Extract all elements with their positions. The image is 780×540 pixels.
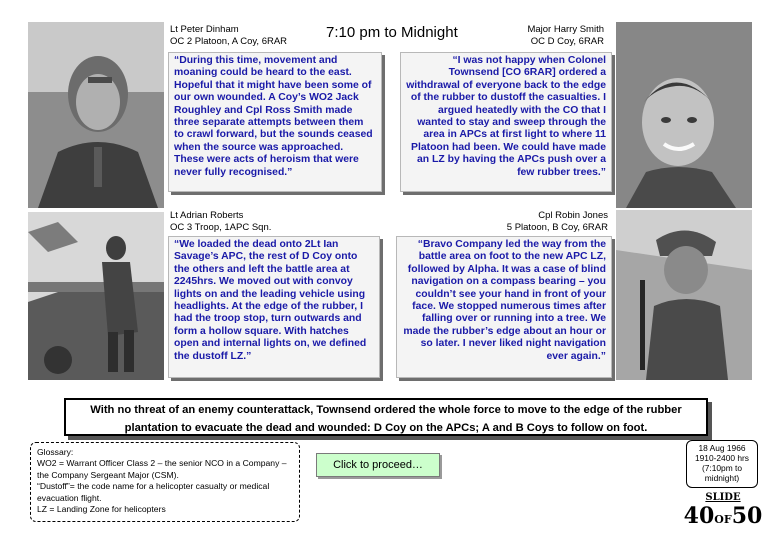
slide-label: SLIDE (705, 492, 741, 503)
attribution-role: OC D Coy, 6RAR (530, 36, 604, 47)
slide-current: 40 (683, 503, 715, 529)
photo-roberts (28, 212, 164, 380)
attribution-role: OC 2 Platoon, A Coy, 6RAR (170, 36, 288, 47)
attribution-role: OC 3 Troop, 1APC Sqn. (170, 222, 272, 233)
attribution-name: Lt Peter Dinham (170, 24, 239, 35)
portrait-image (616, 210, 752, 380)
time-line: 1910-2400 hrs (694, 453, 749, 463)
attribution-name: Cpl Robin Jones (538, 210, 608, 221)
photo-smith (616, 22, 752, 208)
portrait-image (28, 22, 164, 208)
quote-dinham: “During this time, movement and moaning could be heard to the east. Hopeful that it might have been some of our own wounded. A Coy’s WO2 Jack Roughley and Cpl Ross Smith made three separate attempts between them to crawl forward, but the sounds ceased when the source was approached. These were acts of heroism that were never fully recognised.” (168, 52, 382, 192)
attribution-name: Major Harry Smith (527, 24, 604, 35)
quote-roberts: “We loaded the dead onto 2Lt Ian Savage’s APC, the rest of D Coy onto the others and left the battle area at 2245hrs. We moved out with convoy lights on and the leading vehicle using headlights. At the edge of the rubber, I had the troop stop, turn outwards and form a hollow square. With hatches open and internal lights on, we defined the dustoff LZ.” (168, 236, 380, 378)
time-note: midnight) (704, 473, 740, 483)
quote-smith: “I was not happy when Colonel Townsend [CO 6RAR] ordered a withdrawal of everyone back to the edge of the rubber to dustoff the casualties. I argued heatedly with the CO that I wanted to stay and sweep through the area in APCs at first light to where 11 Platoon had been. We could have made an LZ by having the APCs push over a few rubber trees.” (400, 52, 612, 192)
slide-of: OF (714, 513, 732, 526)
page-title: 7:10 pm to Midnight (326, 24, 458, 41)
attribution-role: 5 Platoon, B Coy, 6RAR (506, 222, 608, 233)
glossary-box (30, 442, 300, 522)
glossary-item: LZ = Landing Zone for helicopters (37, 504, 166, 515)
portrait-image (28, 212, 164, 380)
attribution-dinham (170, 24, 330, 48)
proceed-button[interactable]: Click to proceed… (316, 453, 440, 477)
portrait-image (616, 22, 752, 208)
date-box (686, 440, 758, 488)
attribution-jones (464, 210, 608, 234)
photo-dinham (28, 22, 164, 208)
slide-counter (682, 492, 764, 533)
glossary-item: WO2 = Warrant Officer Class 2 – the senior NCO in a Company – the Company Sergeant Major (CSM). (37, 458, 287, 480)
attribution-smith (490, 24, 604, 48)
time-note: (7:10pm to (701, 463, 743, 473)
photo-jones (616, 210, 752, 380)
glossary-heading: Glossary: (37, 447, 74, 457)
attribution-name: Lt Adrian Roberts (170, 210, 244, 221)
date-line: 18 Aug 1966 (698, 443, 746, 453)
slide-total: 50 (731, 503, 763, 529)
summary-banner: With no threat of an enemy counterattack, Townsend ordered the whole force to move to the edge of the rubber plantation to evacuate the dead and wounded: D Coy on the APCs; A and B Coys to follow on foot. (64, 398, 708, 436)
attribution-roberts (170, 210, 330, 234)
quote-jones: “Bravo Company led the way from the battle area on foot to the new APC LZ, followed by Alpha. It was a case of blind navigation on a compass bearing – you couldn’t see your hand in front of your face. We stopped numerous times after falling over or running into a tree. We made the rubber’s edge about an hour or so later. I never liked night navigation ever again.” (396, 236, 612, 378)
glossary-item: “Dustoff”= the code name for a helicopter casualty or medical evacuation flight. (37, 481, 270, 503)
